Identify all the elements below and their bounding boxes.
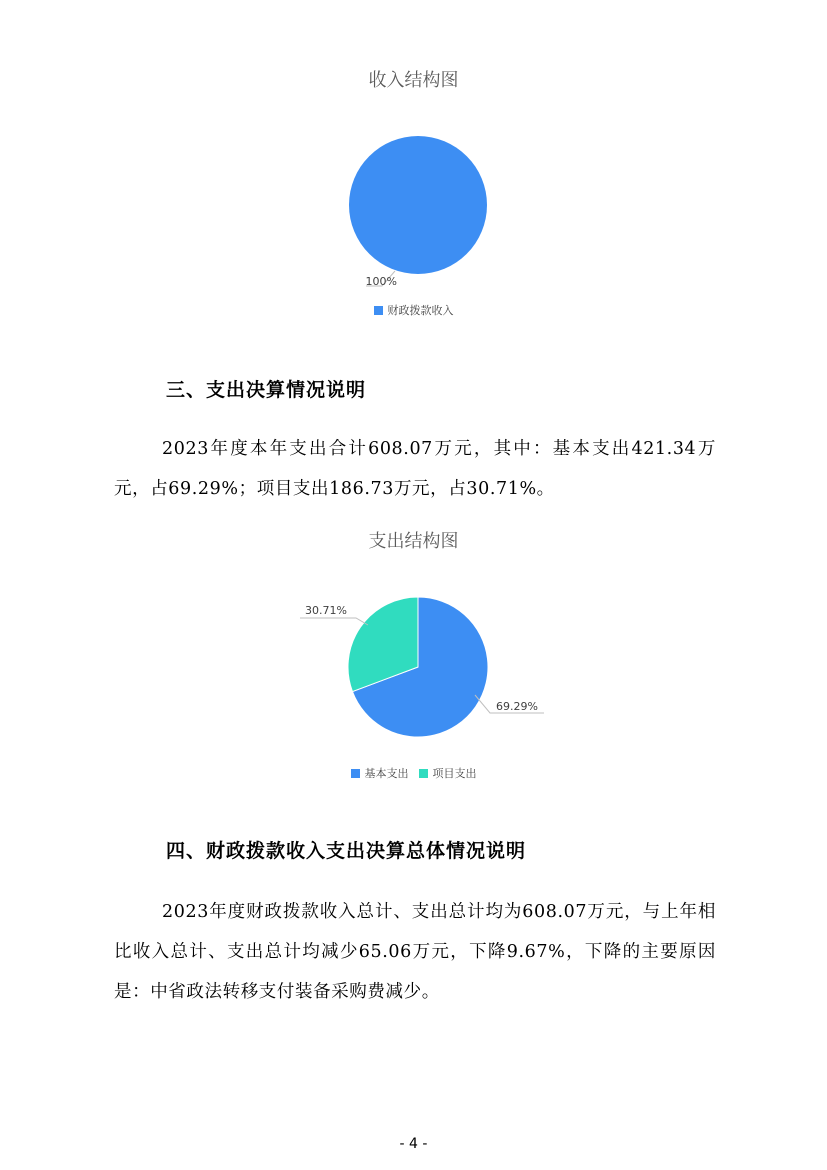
- legend-label: 基本支出: [364, 767, 409, 780]
- legend-swatch: [374, 306, 383, 315]
- expense-pie-chart: [0, 580, 827, 740]
- section-4-heading: 四、财政拨款收入支出决算总体情况说明: [166, 840, 527, 862]
- legend-swatch: [419, 769, 428, 778]
- pie-data-label: 30.71%: [305, 604, 347, 617]
- section-3-paragraph: 2023年度本年支出合计608.07万元，其中：基本支出421.34万元，占69.29%；项目支出186.73万元，占30.71%。: [114, 439, 716, 499]
- legend-swatch: [351, 769, 360, 778]
- income-pie-chart: [0, 130, 827, 300]
- legend-item-project: [419, 765, 477, 781]
- income-chart-title: 收入结构图: [368, 70, 459, 91]
- expense-chart-title: 支出结构图: [368, 531, 459, 552]
- pie-data-label: 69.29%: [496, 700, 538, 713]
- pie-data-label: 100%: [365, 275, 397, 288]
- legend-item-fiscal-income: [374, 302, 454, 318]
- section-4-paragraph: 2023年度财政拨款收入总计、支出总计均为608.07万元，与上年相比收入总计、支出总计均减少65.06万元，下降9.67%，下降的主要原因是：中省政法转移支付装备采购费减少。: [114, 902, 716, 1002]
- legend-label: 项目支出: [432, 767, 477, 780]
- section-3-heading: 三、支出决算情况说明: [166, 379, 367, 401]
- pie-slice: [349, 136, 487, 274]
- expense-legend: [0, 765, 827, 781]
- legend-label: 财政拨款收入: [387, 304, 454, 317]
- income-legend: [0, 302, 827, 318]
- page-number: - 4 -: [399, 1136, 428, 1152]
- leader-line: [300, 618, 368, 625]
- legend-item-basic: [351, 765, 409, 781]
